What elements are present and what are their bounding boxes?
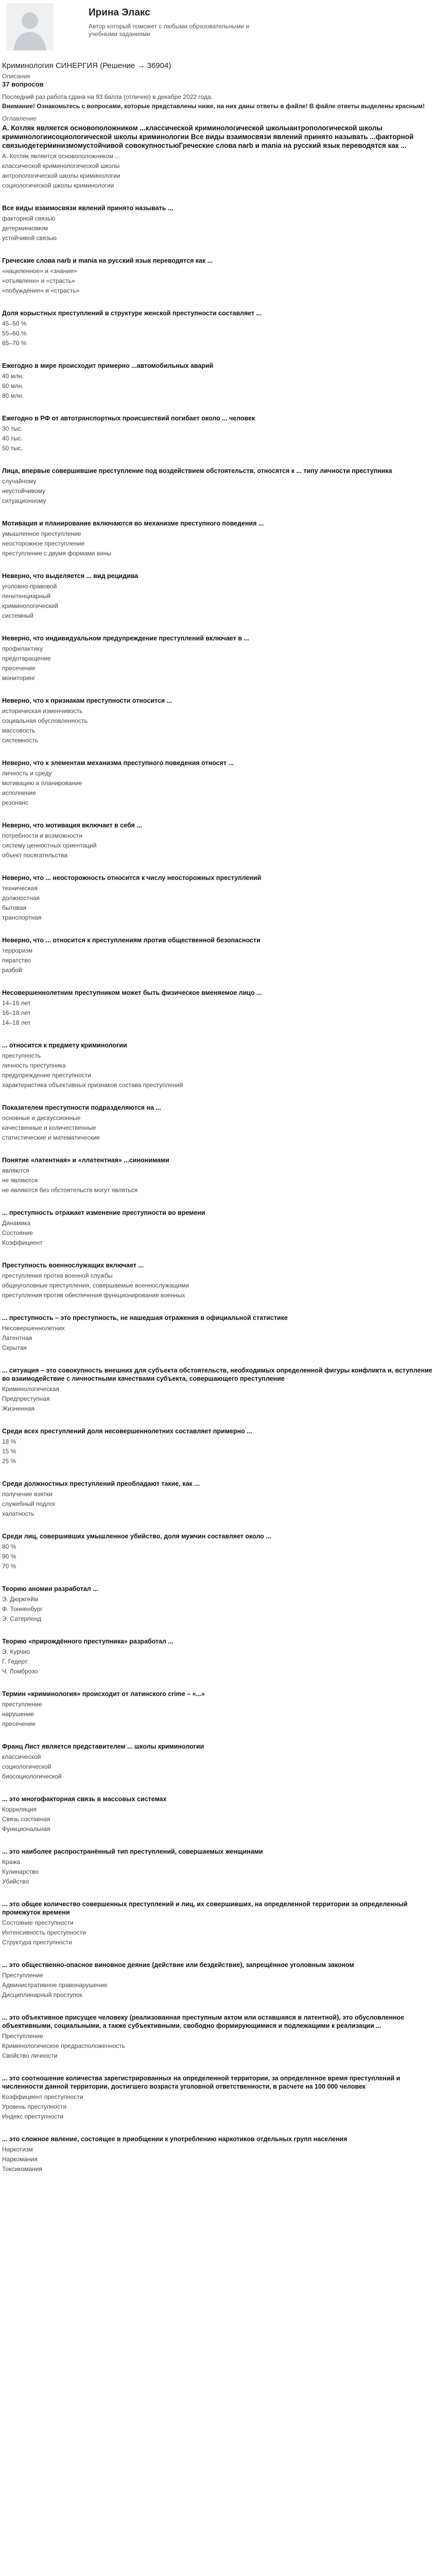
answer-option: Г. Гедерт xyxy=(2,1658,28,1665)
answer-option: Криминологическое предрасположенность xyxy=(2,2042,126,2049)
answer-option: социологической школы криминологии xyxy=(2,182,114,189)
question-block xyxy=(2,1900,434,1961)
question-block xyxy=(2,362,434,414)
question-title: ... это многофакторная связь в массовых системах xyxy=(2,1795,167,1803)
answer-option: потребности и возможности xyxy=(2,832,82,839)
question-block xyxy=(2,821,434,874)
question-count: 37 вопросов xyxy=(2,80,44,88)
question-title: ... относится к предмету криминологии xyxy=(2,1042,127,1049)
question-block xyxy=(2,1261,434,1314)
answer-option: Э. Сатерленд xyxy=(2,1615,42,1622)
answer-option: классической криминологической школы xyxy=(2,162,120,170)
answer-option: Криминологическая xyxy=(2,1385,59,1393)
answer-option: 14–16 лет xyxy=(2,999,31,1007)
question-block xyxy=(2,2013,434,2074)
answer-option: характеристика объективных признаков состава преступлений xyxy=(2,1081,183,1089)
answer-option: пресечение xyxy=(2,1720,36,1727)
question-title: Среди лиц, совершивших умышленное убийство, доля мужчин составляет около ... xyxy=(2,1533,271,1540)
page-title: Криминология СИНЕРГИЯ (Решение → 36904) xyxy=(2,61,171,70)
answer-option: уголовно-правовой xyxy=(2,583,57,590)
answer-option: мотивацию и планирование xyxy=(2,779,82,787)
answer-option: Наркотизм xyxy=(2,2146,33,2153)
answer-option: предупреждение преступности xyxy=(2,1072,91,1079)
question-block xyxy=(2,1156,434,1209)
answer-option: служебный подлог xyxy=(2,1500,56,1507)
answer-option: 50 тыс. xyxy=(2,445,23,452)
notice-text: Внимание! Ознакомьтесь с вопросами, которые представлены ниже, на них даны ответы в файле! В файле ответы выделены красным! xyxy=(2,103,425,110)
question-block xyxy=(2,874,434,936)
answer-option: Кулинарство xyxy=(2,1868,39,1875)
answer-option: Структура преступности xyxy=(2,1939,72,1946)
question-title: ... это сложное явление, состоящее в приобщении к употреблению наркотиков отдельных групп населения xyxy=(2,2136,347,2143)
question-title: Мотивация и планирование включаются во механизме преступного поведения ... xyxy=(2,520,264,527)
answer-option: Предпреступная xyxy=(2,1395,50,1402)
question-block xyxy=(2,634,434,697)
answer-option: халатность xyxy=(2,1510,34,1517)
question-block xyxy=(2,1314,434,1366)
answer-option: профилактику xyxy=(2,645,43,652)
question-title: Доля корыстных преступлений в структуре женской преступности составляет ... xyxy=(2,310,262,317)
question-block xyxy=(2,759,434,821)
question-title: Неверно, что индивидуальном предупреждение преступлений включает в ... xyxy=(2,635,249,642)
answer-option: статистические и математические xyxy=(2,1134,100,1141)
answer-option: ситуационному xyxy=(2,497,46,504)
answer-option: 55–60 % xyxy=(2,330,27,337)
question-block xyxy=(2,124,434,204)
question-title: Термин «криминология» происходит от латинского crime – «...» xyxy=(2,1690,205,1698)
question-block xyxy=(2,1104,434,1156)
answer-option: неосторожное преступление xyxy=(2,540,85,547)
answer-option: 65–70 % xyxy=(2,340,27,347)
answer-option: Токсикомания xyxy=(2,2165,42,2173)
answer-option: 16–18 лет xyxy=(2,1009,31,1016)
answer-option: получение взятки xyxy=(2,1490,53,1498)
question-title: Среди всех преступлений доля несовершеннолетних составляет примерно ... xyxy=(2,1428,252,1435)
answer-option: личность и среду xyxy=(2,770,52,777)
answer-option: «отъявленн» и «страсть» xyxy=(2,277,75,284)
question-title: Лица, впервые совершившие преступление под воздействием обстоятельств, относятся к ... типу личности преступника xyxy=(2,467,392,474)
answer-option: 40 тыс. xyxy=(2,435,23,442)
question-block xyxy=(2,1637,434,1690)
answer-option: не являются xyxy=(2,1177,38,1184)
question-title: Несовершеннолетним преступником может быть физическое вменяемое лицо ... xyxy=(2,989,262,996)
answer-option: «нацеленное» и «знание» xyxy=(2,267,77,275)
question-title: Неверно, что выделяется ... вид рецидива xyxy=(2,572,138,580)
answer-option: системность xyxy=(2,737,39,744)
avatar[interactable] xyxy=(6,3,54,50)
question-block xyxy=(2,1480,434,1532)
question-title: Неверно, что ... относится к преступлениям против общественной безопасности xyxy=(2,937,260,944)
answer-option: личность преступника xyxy=(2,1062,66,1069)
question-block xyxy=(2,1795,434,1848)
answer-option: «побуждение» и «страсть» xyxy=(2,287,80,294)
question-block xyxy=(2,2074,434,2135)
answer-option: техническая xyxy=(2,885,38,892)
question-title: ... это общее количество совершенных преступлений и лиц, их совершивших, на определенной территории за определенный промежуток времени xyxy=(2,1901,408,1916)
work-note: Последний раз работа сдана на 93 балла (отлично) в декабре 2022 года. xyxy=(2,93,213,100)
avatar-image xyxy=(6,3,54,50)
answer-option: Динамика xyxy=(2,1219,31,1227)
question-title: ... преступность отражает изменение преступности во времени xyxy=(2,1209,205,1216)
answer-option: Интенсивность преступности xyxy=(2,1929,86,1936)
answer-option: разбой xyxy=(2,967,22,974)
answer-option: нарушение xyxy=(2,1710,34,1718)
answer-option: Индекс преступности xyxy=(2,2113,64,2120)
question-title: ... преступность – это преступность, не нашедшая отражения в официальной статистике xyxy=(2,1314,288,1321)
question-block xyxy=(2,1209,434,1261)
answer-option: Коэффициент xyxy=(2,1239,43,1246)
answer-option: социальная обусловленность xyxy=(2,717,88,724)
answer-option: Э. Дюркгейм xyxy=(2,1596,39,1603)
answer-option: Несовершеннолетних xyxy=(2,1325,65,1332)
answer-option: Уровень преступности xyxy=(2,2103,67,2110)
answer-option: биосоциологической xyxy=(2,1773,62,1780)
answer-option: Преступление xyxy=(2,2032,43,2040)
answer-option: факторной связью xyxy=(2,215,56,222)
answer-option: детерминизмом xyxy=(2,225,48,232)
answer-option: Корреляция xyxy=(2,1806,37,1813)
answer-option: преступление xyxy=(2,1701,42,1708)
questions-list xyxy=(2,124,434,2188)
question-title: ... это наиболее распространённый тип преступлений, совершаемых женщинами xyxy=(2,1848,263,1855)
question-block xyxy=(2,1427,434,1480)
answer-option: Э. Курчио xyxy=(2,1648,30,1655)
answer-option: неустойчивому xyxy=(2,487,46,495)
answer-option: общеуголовные преступления, совершаемые военнослужащими xyxy=(2,1282,189,1289)
answer-option: Состояние xyxy=(2,1229,33,1236)
answer-option: исполнение xyxy=(2,789,36,796)
question-title: Показателем преступности подразделяются на ... xyxy=(2,1104,161,1111)
question-block xyxy=(2,414,434,467)
question-title: ... это соотношение количества зарегистрированных на определенной территории, за определенное время преступлений и численности данной территории, достигшего возраста уголовной ответственности, в расчете на 100 000 человек xyxy=(2,2075,400,2090)
question-title: Преступность военнослужащих включает ... xyxy=(2,1262,144,1269)
answer-option: Дисциплинарный проступок xyxy=(2,1991,82,1998)
answer-option: системный xyxy=(2,612,33,619)
answer-option: устойчивой связью xyxy=(2,234,57,242)
question-title: Ежегодно в мире происходит примерно ...автомобильных аварий xyxy=(2,362,214,369)
question-title: Неверно, что ... неосторожность относится к числу неосторожных преступлений xyxy=(2,874,261,882)
answer-option: систему ценностных ориентаций xyxy=(2,842,97,849)
question-title: Теорию «прирождённого преступника» разработал ... xyxy=(2,1638,173,1645)
answer-option: Связь составная xyxy=(2,1816,50,1823)
answer-option: Ч. Ломброзо xyxy=(2,1668,38,1675)
answer-option: пенитенциарный xyxy=(2,592,51,600)
answer-option: резонанс xyxy=(2,799,29,806)
answer-option: Ф. Тонненбург xyxy=(2,1605,43,1613)
question-block xyxy=(2,1690,434,1742)
answer-option: объект посягательства xyxy=(2,852,68,859)
answer-option: транспортная xyxy=(2,914,42,921)
answer-option: Преступление xyxy=(2,1972,43,1979)
answer-option: криминологический xyxy=(2,602,59,609)
answer-option: бытовая xyxy=(2,904,26,911)
answer-option: 40 млн. xyxy=(2,372,24,380)
question-title: Ежегодно в РФ от автотранспортных происшествий погибает около ... человек xyxy=(2,415,255,422)
question-block xyxy=(2,204,434,257)
answer-option: преступность xyxy=(2,1052,41,1059)
answer-option: терроризм xyxy=(2,947,33,954)
answer-option: 90 % xyxy=(2,1553,16,1560)
question-block xyxy=(2,1366,434,1427)
question-title: Все виды взаимосвязи явлений принято называть ... xyxy=(2,205,173,212)
answer-option: должностная xyxy=(2,894,40,902)
question-block xyxy=(2,1742,434,1795)
question-block xyxy=(2,697,434,759)
answer-option: пиратство xyxy=(2,957,31,964)
answer-option: Жизненная xyxy=(2,1405,35,1412)
answer-option: 15 % xyxy=(2,1448,16,1455)
answer-option: 80 млн. xyxy=(2,392,24,399)
answer-option: историческая изменчивость xyxy=(2,707,83,715)
question-block xyxy=(2,1041,434,1104)
question-block xyxy=(2,309,434,362)
answer-option: Наркомания xyxy=(2,2156,38,2163)
question-title: Понятие «латентная» и «ллатентная» ...синонимами xyxy=(2,1157,169,1164)
answer-option: качественные и количественные xyxy=(2,1124,96,1131)
answer-option: Свойство личности xyxy=(2,2052,58,2059)
question-title: Неверно, что к элементам механизма преступного поведения относят ... xyxy=(2,759,234,767)
question-block xyxy=(2,467,434,519)
answer-option: классической xyxy=(2,1753,41,1760)
question-title: Неверно, что к признакам преступности относится ... xyxy=(2,697,172,704)
question-block xyxy=(2,257,434,309)
answer-option: Административное правонарушение xyxy=(2,1981,108,1989)
question-block xyxy=(2,2135,434,2188)
answer-option: Коэффициент преступности xyxy=(2,2093,83,2100)
question-block xyxy=(2,1848,434,1900)
answer-option: мониторинг xyxy=(2,674,36,682)
answer-option: пресечение xyxy=(2,665,36,672)
answer-option: 70 % xyxy=(2,1563,16,1570)
question-title: Среди должностных преступлений преобладают такие, как ... xyxy=(2,1480,200,1487)
question-block xyxy=(2,936,434,989)
question-block xyxy=(2,572,434,634)
author-description: Автор который поможет с любыми образовательными и учебными заданиями xyxy=(89,23,250,38)
answer-option: 18 % xyxy=(2,1438,16,1445)
answer-option: Функциональная xyxy=(2,1825,50,1833)
question-title: Теорию аномии разработал ... xyxy=(2,1585,98,1592)
toc-label: Оглавление xyxy=(2,115,37,122)
answer-option: преступление с двумя формами вины xyxy=(2,550,112,557)
answer-option: преступления против обеспечения функционирования военных xyxy=(2,1292,185,1299)
answer-option: случайному xyxy=(2,478,37,485)
answer-option: антропологической школы криминологии xyxy=(2,172,120,179)
answer-option: умышленное преступление xyxy=(2,530,81,537)
answer-option: 80 % xyxy=(2,1543,16,1550)
question-title: Греческие слова narb и mania на русский язык переводятся как ... xyxy=(2,257,213,264)
answer-option: Латентная xyxy=(2,1334,32,1342)
question-title: ... это объективное присущее человеку (реализованная преступным актом или оставшаяся в латентной), это обусловленное объективными, социальными, а также субъективными, свободно формирующимися и подлежащими к реализации ... xyxy=(2,2014,405,2029)
answer-option: основные и дискуссионные xyxy=(2,1114,81,1122)
answer-option: Состояние преступности xyxy=(2,1919,74,1926)
question-block xyxy=(2,989,434,1041)
answer-option: преступления против военной службы xyxy=(2,1272,113,1279)
question-title: ... это общественно-опасное виновное деяние (действие или бездействие), запрещённое уголовным законом xyxy=(2,1961,354,1969)
question-title: ... ситуация – это совокупность внешних для субъекта обстоятельств, необходимых определенной фигуры конфликта и, вступление во взаимодействие с личностными качествами субъекта, совершающего преступление xyxy=(2,1367,432,1382)
answer-option: Кража xyxy=(2,1858,21,1866)
answer-option: 60 млн. xyxy=(2,382,24,389)
answer-option: Убийство xyxy=(2,1878,29,1885)
answer-option: 45–50 % xyxy=(2,320,27,327)
answer-option: являются xyxy=(2,1167,29,1174)
question-block xyxy=(2,1961,434,2013)
description-label: Описание xyxy=(2,73,31,80)
author-header xyxy=(2,0,434,61)
question-title: Франц Лист является представителем ... школы криминологии xyxy=(2,1743,204,1750)
question-block xyxy=(2,519,434,572)
answer-option: предотвращение xyxy=(2,655,51,662)
answer-option: массовость xyxy=(2,727,36,734)
answer-option: социологической xyxy=(2,1763,51,1770)
author-name[interactable]: Ирина Элакс xyxy=(89,7,150,18)
question-block xyxy=(2,1585,434,1637)
answer-option: Скрытая xyxy=(2,1344,27,1351)
answer-option: 25 % xyxy=(2,1458,16,1465)
answer-option: не являются без обстоятельств могут являться xyxy=(2,1187,138,1194)
answer-option: 14–18 лет xyxy=(2,1019,31,1026)
answer-option: А. Котляк является основоположником ... xyxy=(2,152,120,160)
question-title: Неверно, что мотивация включает в себя ... xyxy=(2,822,142,829)
question-title: А. Котляк является основоположником ...классической криминологической школыантропологической школы криминологиисоциологической школы криминологии Все виды взаимосвязи явлений принято называть ...факторной связьюдетерминизмомустойчивой совокупностьюГреческие слова narb и mania на русский язык переводятся как ... xyxy=(2,124,414,149)
question-block xyxy=(2,1532,434,1585)
answer-option: 30 тыс. xyxy=(2,425,23,432)
